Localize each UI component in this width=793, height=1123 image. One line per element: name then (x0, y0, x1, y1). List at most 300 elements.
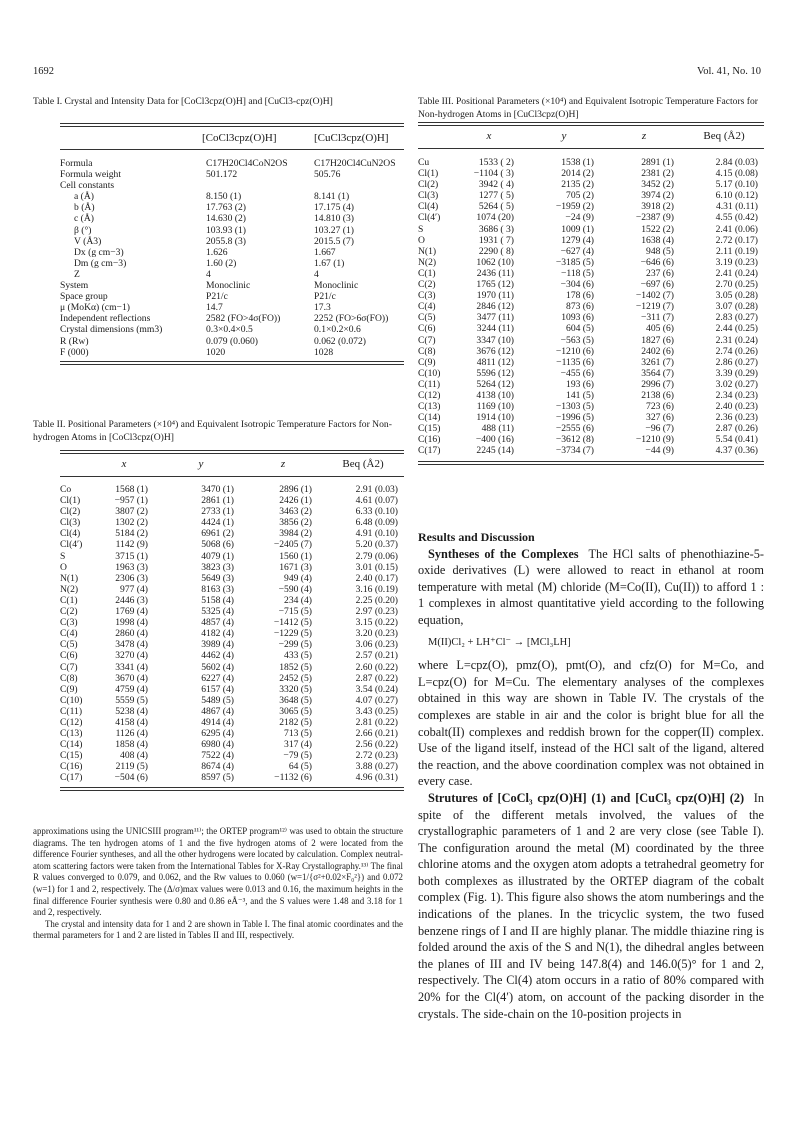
table1-cell-cu: 2252 (FO>6σ(FO)) (314, 313, 389, 325)
table2-value: −1229 (5) (273, 628, 312, 640)
table3-value: 141 (5) (566, 389, 594, 401)
table3-value: 1638 (4) (641, 234, 674, 246)
table1-body (60, 158, 404, 358)
table3-row (418, 257, 764, 268)
table3-value: 5.17 (0.10) (715, 179, 758, 191)
table3-atom: C(16) (418, 434, 441, 446)
table1-row-label: a (Å) (74, 191, 94, 203)
table2-value: 1568 (1) (115, 484, 148, 495)
table3-value: −1104 ( 3) (473, 168, 514, 180)
table3-row (418, 390, 764, 401)
table2-value: 4.96 (0.31) (355, 772, 398, 784)
table3-value: 2.44 (0.25) (715, 323, 758, 335)
table2-atom: S (60, 550, 66, 562)
table3-value: 1169 (10) (476, 401, 514, 413)
table2-atom: Cl(4) (60, 528, 81, 540)
table2-row (60, 495, 404, 506)
table1-row (60, 158, 404, 169)
table2-header-beq: Beq (Å2) (342, 458, 384, 471)
table2-atom: C(13) (60, 728, 83, 740)
table2-value: 3823 (3) (201, 561, 234, 573)
table1-header-co: [CoCl3cpz(O)H] (202, 132, 277, 144)
table2-value: 6980 (4) (201, 739, 234, 751)
table2-value: 3.15 (0.22) (355, 617, 398, 629)
table3-atom: S (418, 223, 424, 235)
table2-row (60, 772, 404, 783)
table2-value: −2405 (7) (273, 539, 312, 551)
table3-value: 2402 (6) (641, 345, 674, 357)
table3-row (418, 279, 764, 290)
table2-atom: O (60, 561, 67, 573)
table2-row (60, 695, 404, 706)
table2-value: 2426 (1) (279, 495, 312, 507)
table2-value: 3.43 (0.25) (355, 705, 398, 717)
table3-value: −3185 (5) (555, 256, 594, 268)
table1-cell-cu: 2015.5 (7) (314, 235, 354, 247)
table3-atom: C(4) (418, 301, 436, 313)
table3-row (418, 368, 764, 379)
table3-row (418, 268, 764, 279)
table2-value: 4182 (4) (201, 628, 234, 640)
table3-row (418, 412, 764, 423)
table3-value: −697 (6) (640, 279, 674, 291)
table3-body (418, 157, 764, 457)
table2-value: 1858 (4) (115, 739, 148, 751)
table1-cell-co: C17H20Cl4CoN2OS (206, 158, 288, 169)
table3-value: 1538 (1) (561, 157, 594, 168)
table2-caption: Table II. Positional Parameters (×10⁴) and Equivalent Isotropic Temperature Factors for Non-hydrogen Atoms in [CoCl3cpz(O)H] (33, 419, 392, 443)
table2-value: 4424 (1) (201, 517, 234, 529)
table3-caption: Table III. Positional Parameters (×10⁴) and Equivalent Isotropic Temperature Factors for Non-hydrogen Atoms in [CuCl3cpz(O)H] (418, 96, 758, 120)
table1-cell-cu: Monoclinic (314, 280, 359, 292)
table2-row (60, 706, 404, 717)
table2-atom: Cl(2) (60, 506, 81, 518)
table2-value: 5.20 (0.37) (355, 539, 398, 551)
table3-row (418, 379, 764, 390)
table3-value: 1277 ( 5) (478, 190, 514, 202)
table2-value: 2.72 (0.23) (355, 750, 398, 762)
table1-row (60, 213, 404, 224)
table3-value: 2290 ( 8) (478, 245, 514, 257)
syntheses-heading: Syntheses of the Complexes (428, 546, 579, 561)
table2-value: 3989 (4) (201, 639, 234, 651)
table3-value: 3244 (11) (476, 323, 514, 335)
table1-cell-cu: 0.1×0.2×0.6 (314, 324, 361, 336)
table3-value: −400 (16) (475, 434, 514, 446)
table2-value: 4914 (4) (201, 716, 234, 728)
table1-cell-cu: 8.141 (1) (314, 191, 350, 203)
table1-row-label: V (Å3) (74, 235, 102, 247)
table2-header-y: y (198, 458, 204, 471)
table3-value: 3974 (2) (641, 190, 674, 202)
table2-value: 1998 (4) (115, 617, 148, 629)
table1-row (60, 269, 404, 280)
table1-cell-cu: 505.76 (314, 169, 341, 181)
table1-cell-co: 14.7 (206, 302, 223, 314)
table3-value: 2.41 (0.24) (715, 267, 758, 279)
table2-atom: C(14) (60, 739, 83, 751)
table1-row (60, 336, 404, 347)
table2-value: 3715 (1) (115, 550, 148, 562)
table3-value: −1210 (9) (635, 434, 674, 446)
syntheses-paragraph (418, 546, 764, 629)
table2-value: 2861 (1) (201, 495, 234, 507)
table2-row (60, 750, 404, 761)
table3-value: 2.70 (0.25) (715, 279, 758, 291)
table2-value: 3478 (4) (115, 639, 148, 651)
table2-value: 4.91 (0.10) (355, 528, 398, 540)
table3-value: 2245 (14) (476, 445, 514, 457)
table1-cell-cu: 14.810 (3) (314, 213, 354, 225)
table3-value: −1219 (7) (635, 301, 674, 313)
table1-row (60, 202, 404, 213)
table3-value: 5.54 (0.41) (715, 434, 758, 446)
table3-atom: C(10) (418, 367, 441, 379)
table3-value: 2.34 (0.23) (715, 389, 758, 401)
table3-value: 723 (6) (646, 401, 674, 413)
table2-row (60, 662, 404, 673)
table1-row (60, 191, 404, 202)
volume-info: Vol. 41, No. 10 (697, 66, 761, 77)
table2-atom: Cl(3) (60, 517, 81, 529)
table1-row-label: μ (MoKα) (cm−1) (60, 302, 130, 314)
table2-row (60, 717, 404, 728)
table1-row-label: β (°) (74, 224, 92, 236)
table2-value: 4759 (4) (115, 683, 148, 695)
table2-value: 2733 (1) (201, 506, 234, 518)
table2-row (60, 551, 404, 562)
table1-row-label: Formula (60, 158, 93, 169)
table2-value: 2119 (5) (115, 761, 148, 773)
table3-value: 2996 (7) (641, 378, 674, 390)
table3-value: 3.39 (0.29) (715, 367, 758, 379)
table3-value: 3.19 (0.23) (715, 256, 758, 268)
table3-row (418, 423, 764, 434)
table2-value: 3463 (2) (279, 506, 312, 518)
table2-row (60, 728, 404, 739)
table2-value: 977 (4) (120, 583, 148, 595)
table2-value: 3065 (5) (279, 705, 312, 717)
syntheses-text: The HCl salts of phenothiazine-5-oxide derivatives (L) were allowed to react in ethanol at room temperature with metal (M) chloride (M=Co(II), Cu(II)) to afford 1 : 1 complexes in almost quantitative yield according to the following equation, (418, 546, 764, 627)
table2-atom: Co (60, 484, 72, 495)
table3-value: −1402 (7) (635, 290, 674, 302)
table2-value: 2.91 (0.03) (355, 484, 398, 495)
table2-value: 6227 (4) (201, 672, 234, 684)
table2-atom: C(3) (60, 617, 78, 629)
table1-cell-co: 17.763 (2) (206, 202, 246, 214)
table2-atom: C(6) (60, 650, 78, 662)
methods-paragraph-2: The crystal and intensity data for 1 and 2 are shown in Table I. The final atomic coordinates and the thermal parameters for 1 and 2 are listed in Tables II and III, respectively. (33, 918, 403, 941)
table3-value: 2138 (6) (641, 389, 674, 401)
table2-row (60, 739, 404, 750)
table3-value: 3261 (7) (641, 356, 674, 368)
table2 (60, 450, 404, 791)
table3-value: 1093 (6) (561, 312, 594, 324)
table3-atom: C(8) (418, 345, 436, 357)
table1-row-label: b (Å) (74, 202, 95, 214)
table2-row (60, 650, 404, 661)
table2-atom: C(16) (60, 761, 83, 773)
table2-value: 4158 (4) (115, 716, 148, 728)
table1-row-label: Z (74, 268, 80, 280)
table3-atom: N(2) (418, 256, 437, 268)
table3-value: 1009 (1) (561, 223, 594, 235)
table2-value: −715 (5) (278, 606, 312, 618)
table3-header-z: z (641, 130, 647, 143)
table3-value: 3347 (10) (476, 334, 514, 346)
table1-row (60, 302, 404, 313)
table2-value: 2.57 (0.21) (355, 650, 398, 662)
table1-caption: Table I. Crystal and Intensity Data for [CoCl3cpz(O)H] and [CuCl3-cpz(O)H] (33, 96, 333, 107)
table1-row-label: Dx (g cm−3) (74, 246, 124, 258)
table1-cell-cu: 0.062 (0.072) (314, 335, 366, 347)
table2-value: 3.06 (0.23) (355, 639, 398, 651)
table3-value: 2135 (2) (561, 179, 594, 191)
table3-row (418, 246, 764, 257)
table2-value: −504 (6) (114, 772, 148, 784)
table3-atom: C(11) (418, 378, 441, 390)
table2-atom: Cl(1) (60, 495, 81, 507)
table3-value: 178 (6) (566, 290, 594, 302)
table3-atom: Cl(4) (418, 201, 439, 213)
table3-value: 705 (2) (566, 190, 594, 202)
table3-row (418, 235, 764, 246)
table3-atom: Cu (418, 157, 430, 168)
table2-value: 1126 (4) (115, 728, 148, 740)
table1-cell-co: 8.150 (1) (206, 191, 242, 203)
table3-value: −1210 (6) (555, 345, 594, 357)
table1-row-label: R (Rw) (60, 335, 89, 347)
table2-value: 3984 (2) (279, 528, 312, 540)
table2-row (60, 628, 404, 639)
table2-value: 5649 (3) (201, 572, 234, 584)
table2-atom: C(2) (60, 606, 78, 618)
table2-value: 8597 (5) (201, 772, 234, 784)
table2-value: 1671 (3) (279, 561, 312, 573)
table1-row (60, 324, 404, 335)
table2-value: 949 (4) (284, 572, 312, 584)
table2-atom: C(9) (60, 683, 78, 695)
table1-cell-cu: C17H20Cl4CuN2OS (314, 158, 396, 169)
table2-atom: C(17) (60, 772, 83, 784)
table1-header-cu: [CuCl3cpz(O)H] (314, 132, 389, 144)
table2-value: 1963 (3) (115, 561, 148, 573)
table3-value: 2.87 (0.26) (715, 423, 758, 435)
table1-cell-co: 1.60 (2) (206, 257, 237, 269)
table1-row (60, 236, 404, 247)
table2-row (60, 517, 404, 528)
table3-row (418, 224, 764, 235)
table3-value: −311 (7) (640, 312, 674, 324)
table2-value: 234 (4) (284, 594, 312, 606)
table2-value: 2.40 (0.17) (355, 572, 398, 584)
table3-value: 1074 (20) (476, 212, 514, 224)
table3-value: −1135 (6) (556, 356, 594, 368)
table2-row (60, 573, 404, 584)
table3-value: 1533 ( 2) (478, 157, 514, 168)
table3-value: −96 (7) (645, 423, 674, 435)
table1-cell-co: 4 (206, 268, 211, 280)
table3-value: 4811 (12) (476, 356, 514, 368)
table2-row (60, 528, 404, 539)
table3-value: −44 (9) (645, 445, 674, 457)
table3-atom: N(1) (418, 245, 437, 257)
table3-atom: Cl(2) (418, 179, 439, 191)
table1-cell-co: P21/c (206, 291, 228, 303)
table2-value: 4857 (4) (201, 617, 234, 629)
table3-header-x: x (486, 130, 492, 143)
table3-value: 3.07 (0.28) (715, 301, 758, 313)
table3-value: 193 (6) (566, 378, 594, 390)
table2-value: 2896 (1) (279, 484, 312, 495)
table3-value: −118 (5) (560, 267, 594, 279)
table3-value: 3477 (11) (476, 312, 514, 324)
table2-value: 64 (5) (288, 761, 312, 773)
table2-header (60, 454, 404, 476)
table2-value: 7522 (4) (201, 750, 234, 762)
table2-value: 3.88 (0.27) (355, 761, 398, 773)
table3-row (418, 346, 764, 357)
table3-row (418, 290, 764, 301)
structures-paragraph (418, 790, 764, 1022)
table2-value: 408 (4) (120, 750, 148, 762)
table2-value: 3470 (1) (201, 484, 234, 495)
table3-value: −304 (6) (560, 279, 594, 291)
table3-row (418, 190, 764, 201)
table3-value: 3.05 (0.28) (715, 290, 758, 302)
table1-cell-co: Monoclinic (206, 280, 251, 292)
table1-row (60, 347, 404, 358)
table1-row-label: Formula weight (60, 169, 122, 181)
table3-value: 1279 (4) (561, 234, 594, 246)
table3-value: −646 (6) (640, 256, 674, 268)
table1-cell-co: 1.626 (206, 246, 228, 258)
table3-value: −1996 (5) (555, 412, 594, 424)
table3-atom: C(13) (418, 401, 441, 413)
table1-row-label: Independent reflections (60, 313, 151, 325)
methods-paragraph-1: approximations using the UNICSIII program¹¹⁾; the ORTEP program¹²⁾ was used to obtain the structure diagrams. The ten hydrogen atoms of 1 and the five hydrogen atoms of 2 were located from the difference Fourier syntheses, and all the other hydrogens were located by calculation. Complex neutral-atom scattering factors were taken from the International Tables for X-Ray Crystallography.¹³⁾ The final R values converged to 0.079, and 0.062, and the Rw values to 0.060 (w=1/{σ²+0.02×F₀²}) and 0.072 (w=1) for 1 and 2, respectively. The (Δ/σ)max values were 0.013 and 0.16, the maximum heights in the final difference Fourier synthesis were 0.80 and 0.86 eÅ⁻³, and the S values were 1.48 and 3.18 for 1 and 2, respectively. (33, 826, 403, 918)
table2-value: 4867 (4) (201, 705, 234, 717)
table3-atom: C(17) (418, 445, 441, 457)
table3-value: 3452 (2) (641, 179, 674, 191)
table2-value: 6295 (4) (201, 728, 234, 740)
table3-value: −3612 (8) (555, 434, 594, 446)
table2-value: 5068 (6) (201, 539, 234, 551)
table1-row (60, 258, 404, 269)
table2-value: −1132 (6) (274, 772, 312, 784)
table1-cell-co: 0.3×0.4×0.5 (206, 324, 253, 336)
table1-cell-cu: P21/c (314, 291, 336, 303)
table2-atom: C(11) (60, 705, 83, 717)
table3-value: 1970 (11) (476, 290, 514, 302)
table2-row (60, 562, 404, 573)
table3-row (418, 357, 764, 368)
table2-atom: C(8) (60, 672, 78, 684)
table1-cell-co (206, 180, 314, 191)
table2-value: 4.07 (0.27) (355, 694, 398, 706)
table3-row (418, 179, 764, 190)
table1-row-label: Cell constants (60, 180, 115, 192)
syntheses-continued: where L=cpz(O), pmz(O), pmt(O), and cfz(O) for M=Co, and L=cpz(O) for M=Cu. The elementary analyses of the complexes obtained in this way are shown in Table IV. The crystals of the complexes are stable in air and the color is bright blue for all the cobalt(II) complexes and reddish brown for the copper(II) complex. Use of the ligand itself, instead of the HCl salt of the ligand, altered the reaction, and the above coordination complex was not obtained in every case. (418, 658, 764, 789)
table2-value: 5489 (5) (201, 694, 234, 706)
table2-atom: C(5) (60, 639, 78, 651)
table3-value: 2891 (1) (641, 157, 674, 168)
table2-value: 3856 (2) (279, 517, 312, 529)
table2-value: 2.60 (0.22) (355, 661, 398, 673)
table1-row (60, 169, 404, 180)
table3-row (418, 323, 764, 334)
table2-value: 5238 (4) (115, 705, 148, 717)
table1-row-label: Dm (g cm−3) (74, 257, 127, 269)
structures-heading: Strutures of [CoCl₃ cpz(O)H] (1) and [CuCl₃ cpz(O)H] (2) (428, 790, 745, 805)
table2-row (60, 673, 404, 684)
table1-cell-co: 0.079 (0.060) (206, 335, 258, 347)
table1-cell-cu: 1.667 (314, 246, 336, 258)
table2-value: 1769 (4) (115, 606, 148, 618)
table2-atom: C(1) (60, 594, 78, 606)
table2-value: −590 (4) (278, 583, 312, 595)
table2-value: −79 (5) (283, 750, 312, 762)
table3-value: 3676 (12) (476, 345, 514, 357)
table2-value: 3341 (4) (115, 661, 148, 673)
table2-value: 3.16 (0.19) (355, 583, 398, 595)
table3-atom: Cl(4′) (418, 212, 441, 224)
table3-value: 2.86 (0.27) (715, 356, 758, 368)
table3-row (418, 201, 764, 212)
table3-value: 2014 (2) (561, 168, 594, 180)
table3-row (418, 434, 764, 445)
table1-row-label: Crystal dimensions (mm3) (60, 324, 163, 336)
table3-header-y: y (561, 130, 567, 143)
table1-cell-cu: 1.67 (1) (314, 257, 345, 269)
table3-value: 2.41 (0.06) (715, 223, 758, 235)
structures-text: In spite of the different metals involved, the values of the crystallographic parameters of 1 and 2 are very close (see Table I). The configuration around the metal (M) coordinated by the three chlorine atoms and the oxygen atom adopts a tetrahedral geometry for both complexes as illustrated by the ORTEP diagram of the cobalt complex (Fig. 1). This figure also shows the atom numberings and the indications of the planes. In the tricyclic system, the two fused benzene rings of I and II are highly planar. The middle thiazine ring is folded around the axis of the S and N(1), the dihedral angles between the planes of III and IV being 147.8(4) and 146.0(5)° for 1 and 2, respectively. The Cl(4) atom occurs in a ratio of 80% compared with 20% for the Cl(4′) atom, on account of the packing disorder in the crystals. The side-chain on the 10-position projects in (418, 790, 764, 1021)
table3-value: −627 (4) (560, 245, 594, 257)
table2-value: 2.97 (0.23) (355, 606, 398, 618)
table1-row (60, 280, 404, 291)
table1-cell-co: 14.630 (2) (206, 213, 246, 225)
table3-value: 2381 (2) (641, 168, 674, 180)
table3-value: 3942 ( 4) (478, 179, 514, 191)
table2-value: 3.54 (0.24) (355, 683, 398, 695)
table2-value: 2.81 (0.22) (355, 716, 398, 728)
table3-atom: C(14) (418, 412, 441, 424)
table2-value: 433 (5) (284, 650, 312, 662)
table3-value: 1931 ( 7) (478, 234, 514, 246)
table2-row (60, 761, 404, 772)
table1-cell-co: 501.172 (206, 169, 238, 181)
table2-atom: N(1) (60, 572, 79, 584)
table1-row (60, 313, 404, 324)
table1-cell-co: 2055.8 (3) (206, 235, 246, 247)
table2-value: 1852 (5) (279, 661, 312, 673)
table2-value: 3670 (4) (115, 672, 148, 684)
table3-atom: Cl(1) (418, 168, 439, 180)
table3-value: 1522 (2) (641, 223, 674, 235)
table2-row (60, 584, 404, 595)
table3-value: 3564 (7) (641, 367, 674, 379)
table1-row-label: c (Å) (74, 213, 94, 225)
table1-cell-co: 1020 (206, 346, 226, 358)
table2-header-z: z (280, 458, 286, 471)
table2-row (60, 606, 404, 617)
table3-value: −2387 (9) (635, 212, 674, 224)
table2-value: 4079 (1) (201, 550, 234, 562)
table3-value: 405 (6) (646, 323, 674, 335)
table3-value: 2.74 (0.26) (715, 345, 758, 357)
table3-atom: C(9) (418, 356, 436, 368)
table3-atom: C(3) (418, 290, 436, 302)
